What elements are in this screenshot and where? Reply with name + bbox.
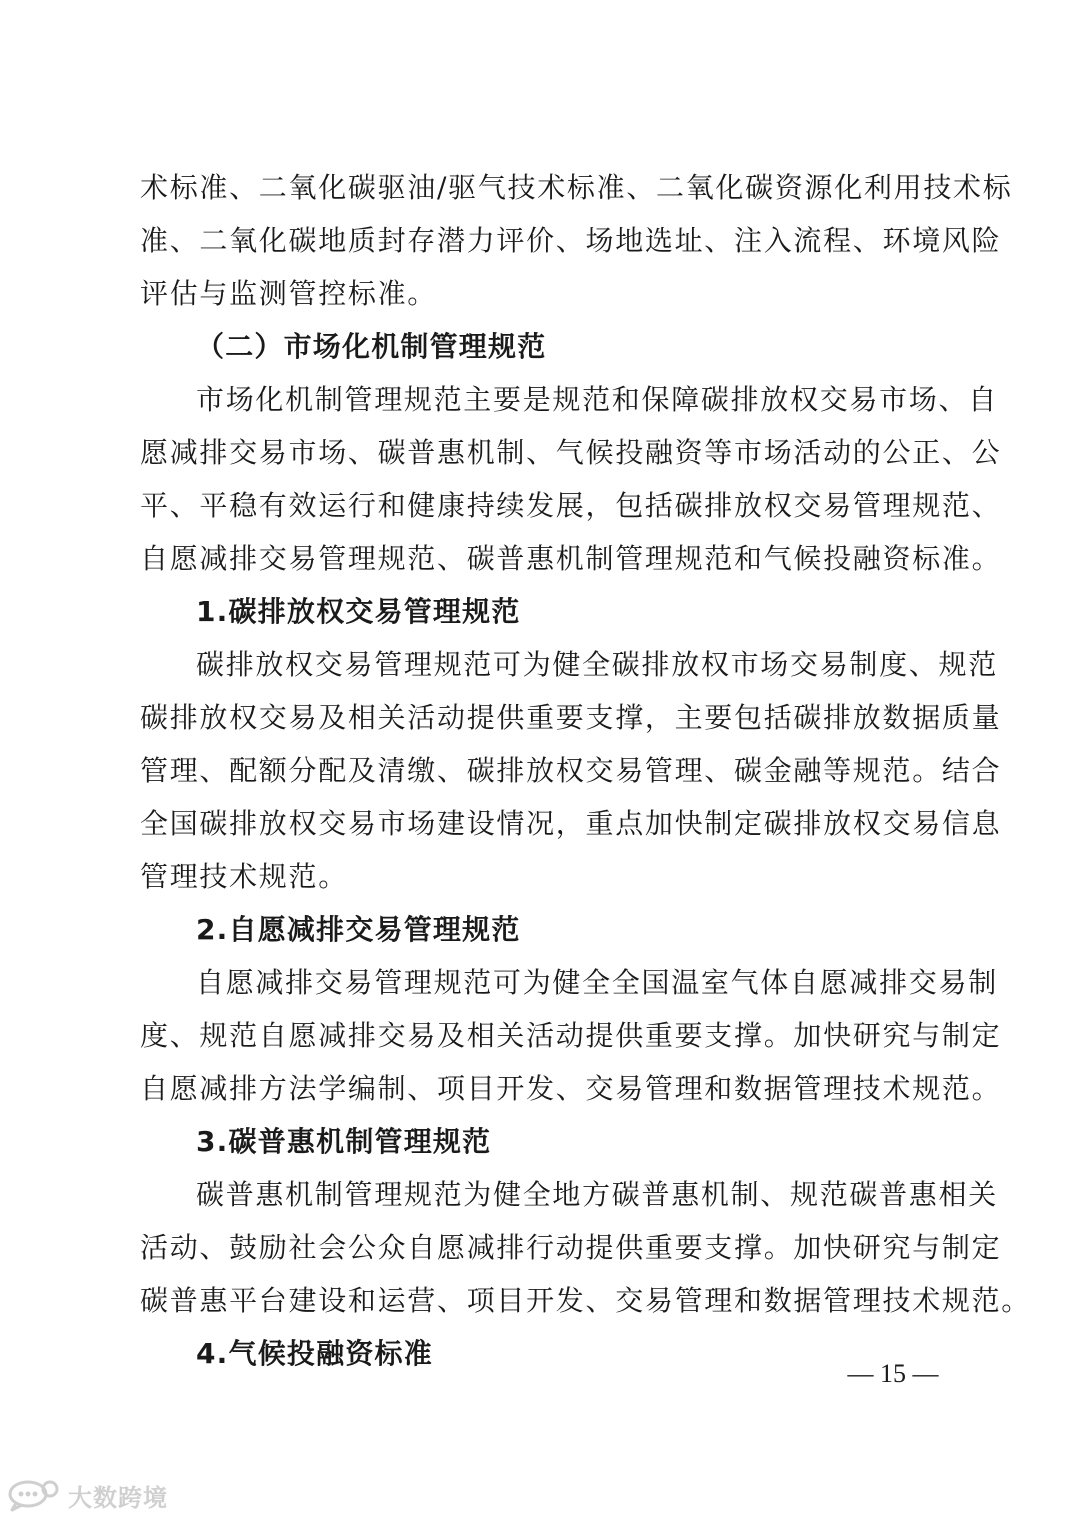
- body-line: 碳排放权交易管理规范可为健全碳排放权市场交易制度、规范: [196, 648, 998, 681]
- body-line: 碳普惠平台建设和运营、项目开发、交易管理和数据管理技术规范。: [140, 1284, 1032, 1317]
- subsection-heading: 4.气候投融资标准: [196, 1337, 433, 1370]
- body-line: 愿减排交易市场、碳普惠机制、气候投融资等市场活动的公正、公: [140, 436, 1002, 469]
- body-line: 全国碳排放权交易市场建设情况，重点加快制定碳排放权交易信息: [140, 807, 1002, 840]
- body-line: 活动、鼓励社会公众自愿减排行动提供重要支撑。加快研究与制定: [140, 1231, 1002, 1264]
- body-line: 自愿减排方法学编制、项目开发、交易管理和数据管理技术规范。: [140, 1072, 1002, 1105]
- body-line: 管理技术规范。: [140, 860, 348, 893]
- subsection-heading: 1.碳排放权交易管理规范: [196, 595, 521, 628]
- subsection-heading: 3.碳普惠机制管理规范: [196, 1125, 492, 1158]
- body-line: 自愿减排交易管理规范、碳普惠机制管理规范和气候投融资标准。: [140, 542, 1002, 575]
- chat-bubble-logo-icon: [6, 1478, 60, 1512]
- watermark-text: 大数跨境: [68, 1483, 168, 1512]
- subsection-heading: 2.自愿减排交易管理规范: [196, 913, 521, 946]
- body-line: 评估与监测管控标准。: [140, 277, 438, 310]
- body-line: 碳排放权交易及相关活动提供重要支撑，主要包括碳排放数据质量: [140, 701, 1002, 734]
- body-line: 市场化机制管理规范主要是规范和保障碳排放权交易市场、自: [196, 383, 998, 416]
- body-line: 平、平稳有效运行和健康持续发展，包括碳排放权交易管理规范、: [140, 489, 1002, 522]
- section-heading: （二）市场化机制管理规范: [196, 330, 547, 363]
- body-line: 管理、配额分配及清缴、碳排放权交易管理、碳金融等规范。结合: [140, 754, 1002, 787]
- page-number: — 15 —: [847, 1359, 939, 1388]
- body-line: 自愿减排交易管理规范可为健全全国温室气体自愿减排交易制: [196, 966, 998, 999]
- body-line: 术标准、二氧化碳驱油/驱气技术标准、二氧化碳资源化利用技术标: [140, 171, 1013, 204]
- body-line: 准、二氧化碳地质封存潜力评价、场地选址、注入流程、环境风险: [140, 224, 1002, 257]
- body-line: 度、规范自愿减排交易及相关活动提供重要支撑。加快研究与制定: [140, 1019, 1002, 1052]
- watermark: [6, 1478, 168, 1512]
- body-line: 碳普惠机制管理规范为健全地方碳普惠机制、规范碳普惠相关: [196, 1178, 998, 1211]
